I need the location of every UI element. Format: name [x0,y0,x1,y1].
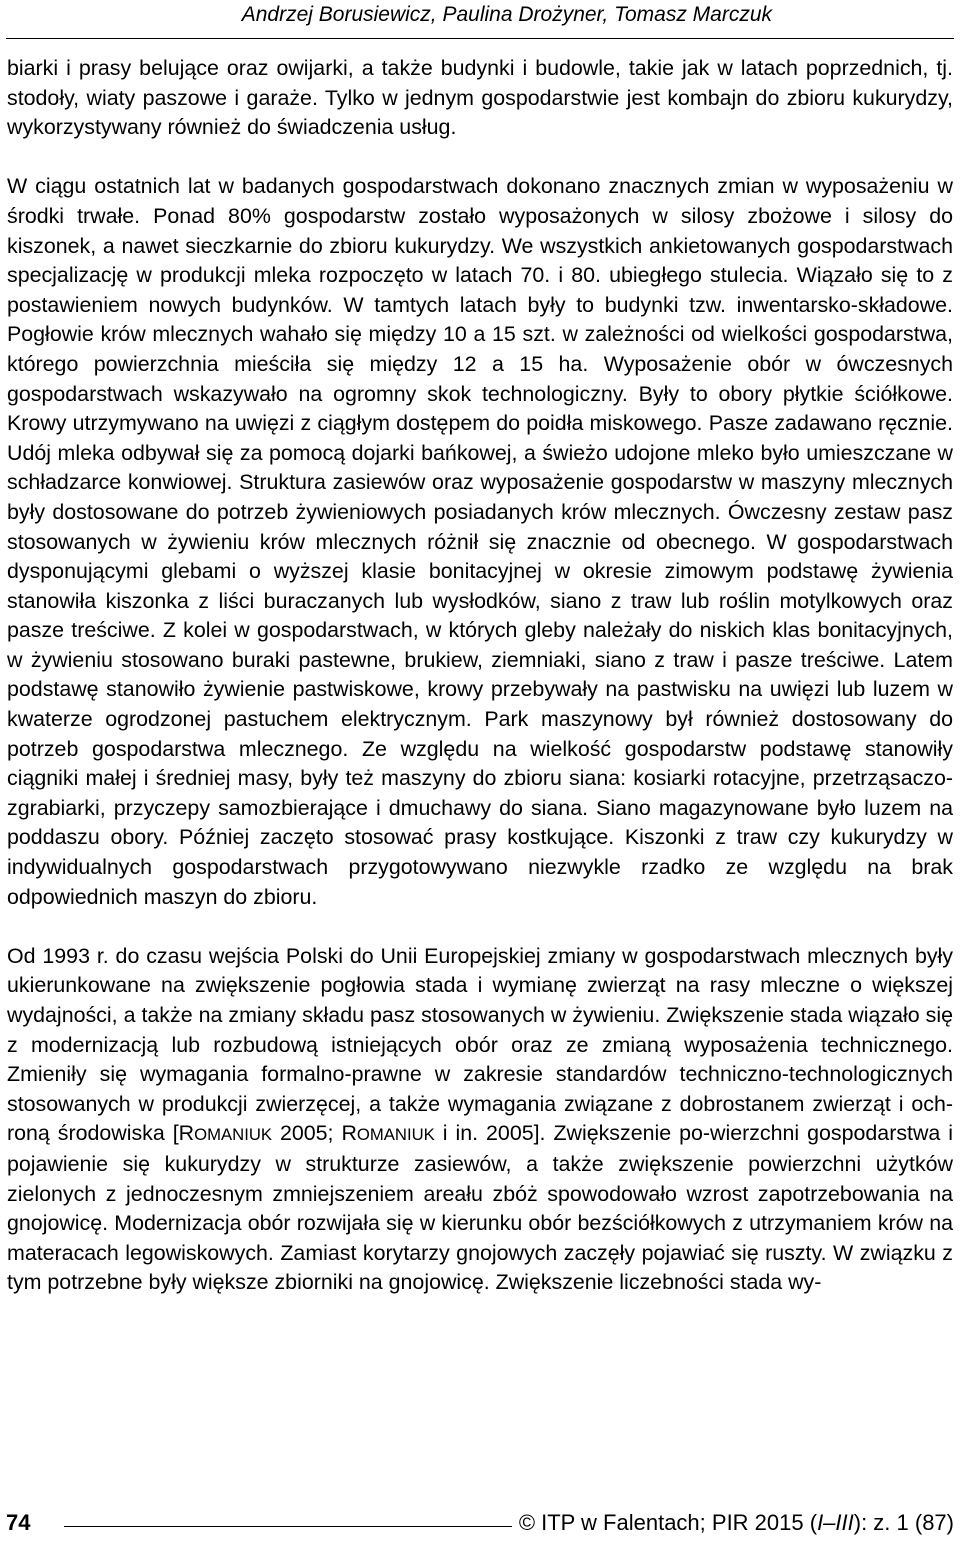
page-number: 74 [6,1510,31,1535]
citation-author-initial: R [341,1121,357,1146]
running-header [0,0,960,40]
journal-citation-suffix: ): z. 1 (87) [853,1510,954,1535]
footer-divider [64,1526,512,1527]
article-body [7,54,953,1298]
paragraph-2: W ciągu ostatnich lat w badanych gospodarstwach dokonano znacznych zmian w wyposażeniu w środki trwałe. Ponad 80% gospodarstw zostało wyposażonych w silosy zbożowe i silosy do kiszonek, a nawet sieczkarnie do zbioru kukurydzy. We wszystkich ankietowanych gospodarstwach specjalizację w produkcji mleka rozpoczęto w latach 70. i 80. ubiegłego stulecia. Wiązało się to z postawieniem nowych budynków. W tamtych latach były to budynki tzw. inwentarsko-składowe. Pogłowie krów mlecznych wahało się między 10 a 15 szt. w zależności od wielkości gospodarstwa, którego powierzchnia mieściła się między 12 a 15 ha. Wyposażenie obór w ówczesnych gospodarstwach wskazywało na ogromny skok technologiczny. Były to obory płytkie ściółkowe. Krowy utrzymywano na uwięzi z ciągłym dostępem do poidła miskowego. Pasze zadawano ręcznie. Udój mleka odbywał się za pomocą dojarki bańkowej, a świeżo udojone mleko było umieszczane w schładzarce konwiowej. Struktura zasiewów oraz wyposażenie gospodarstw w maszyny mlecznych były dostosowane do potrzeb żywieniowych posiadanych krów mlecznych. Ówczesny zestaw pasz stosowanych w żywieniu krów mlecznych różnił się znacznie od obecnego. W gospodarstwach dysponującymi glebami o wyższej klasie bonitacyjnej w okresie zimowym podstawę żywienia stanowiła kiszonka z liści buraczanych lub wysłodków, siano z traw lub roślin motylkowych oraz pasze treściwe. Z kolei w gospodarstwach, w których gleby należały do niskich klas bonitacyjnych, w żywieniu stosowano buraki pastewne, brukiew, ziemniaki, siano z traw i pasze treściwe. Latem podstawę stanowiło żywienie pastwiskowe, krowy przebywały na pastwisku na uwięzi lub luzem w kwaterze ogrodzonej pastuchem elektrycznym. Park maszynowy był również dostosowany do potrzeb gospodarstwa mlecznego. Ze względu na wielkość gospodarstw podstawę stanowiły ciągniki małej i średniej masy, były też maszyny do zbioru siana: kosiarki rotacyjne, przetrząsaczo-zgrabiarki, przyczepy samozbierające i dmuchawy do siana. Siano magazynowane było luzem na poddaszu obory. Później zaczęto stosować prasy kostkujące. Kiszonki z traw czy kukurydzy w indywidualnych gospodarstwach przygotowywano niezwykle rzadko ze względu na brak odpowiednich maszyn do zbioru. [7,174,953,909]
paragraph-3-text-a: Od 1993 r. do czasu wejścia Polski do Unii Europejskiej zmiany w gospodarstwach mlecznych były ukierunkowane na zwiększenie pogłowia stada i wymianę zwierząt na rasy mleczne o większej wydajności, a także na zmiany składu pasz stosowanych w żywieniu. Zwiększenie stada wiązało się z modernizacją lub rozbudową istniejących obór oraz ze zmianą wyposażenia technicznego. Zmieniły się wymagania formalno-prawne w zakresie standardów techniczno-technologicznych stosowanych w produkcji zwierzęcej, a także wymagania związane z dobrostanem zwierząt i ochroną środowiska [ [7,943,953,1146]
journal-citation-prefix: ITP w Falentach; PIR 2015 ( [541,1510,818,1535]
header-authors: Andrzej Borusiewicz, Paulina Drożyner, Tomasz Marczuk [241,3,772,26]
journal-issue-range: I–III [817,1510,854,1535]
citation-author-initial: R [178,1121,195,1146]
paragraph-3-text-c: i in. 2005]. Zwiększenie po-wierzchni gospodarstwa i pojawienie się kukurydzy w strukturze zasiewów, a także zwiększenie powierzchni użytków zielonych z jednoczesnym zmniejszeniem areału zbóż spowodowało wzrost zapotrzebowania na gnojowicę. Modernizacja obór rozwijała się w kierunku obór bezściółkowych z utrzymaniem krów na materacach legowiskowych. Zamiast korytarzy gnojowych zaczęły pojawiać się ruszty. W związku z tym potrzebne były większe zbiorniki na gnojowicę. Zwiększenie liczebności stada wy- [7,1121,954,1295]
paragraph-3-text-b: 2005; [272,1121,342,1146]
journal-citation [519,1509,954,1537]
paragraph-1: biarki i prasy belujące oraz owijarki, a także budynki i budowle, takie jak w latach poprzednich, tj. stodoły, wiaty paszowe i garaże. Tylko w jednym gospodarstwie jest kombajn do zbioru kukurydzy, wykorzystywany również do świadczenia usług. [7,56,953,140]
paragraph-3 [7,942,953,1298]
header-divider [6,38,954,39]
citation-author-smallcaps: OMANIUK [194,1125,273,1145]
copyright-icon: © [518,1510,536,1535]
citation-author-smallcaps: OMANIUK [356,1125,435,1145]
page-footer [0,1498,960,1548]
